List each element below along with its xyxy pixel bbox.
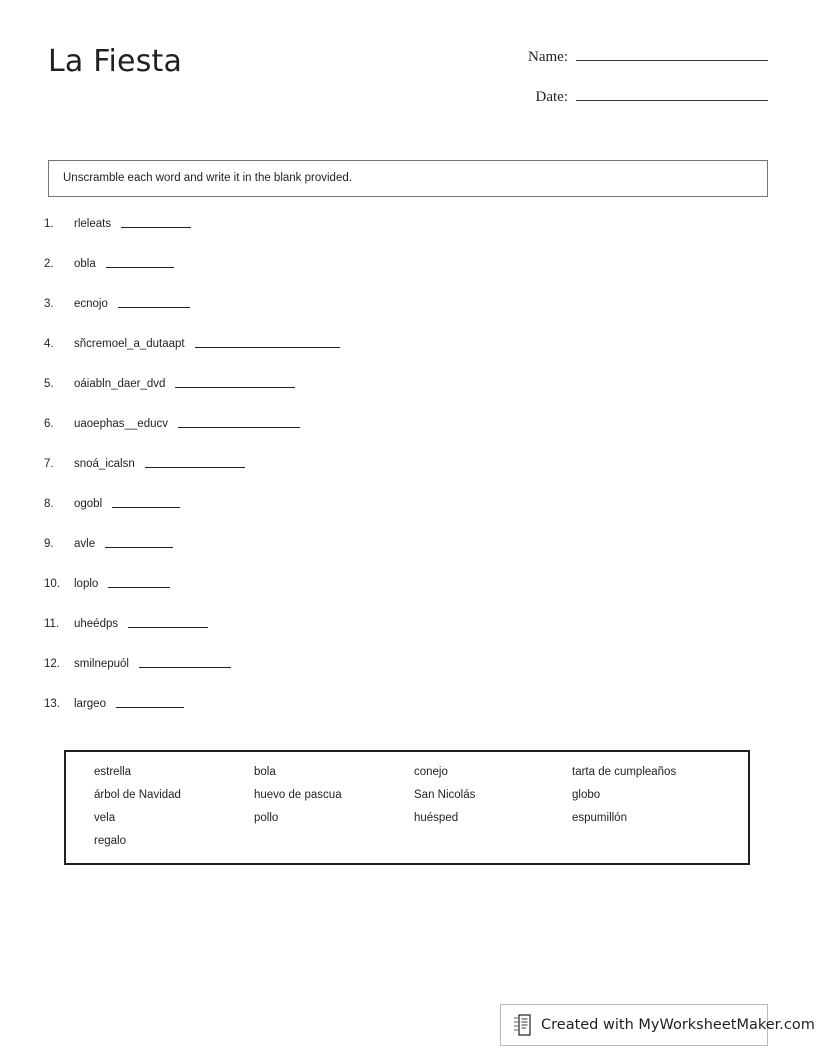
- answer-blank[interactable]: [128, 615, 208, 628]
- name-row: [448, 46, 768, 66]
- scrambled-word: ogobl: [74, 498, 103, 510]
- answer-blank[interactable]: [105, 535, 173, 548]
- answer-blank[interactable]: [121, 215, 191, 228]
- scrambled-word: obla: [74, 258, 96, 270]
- badge-label: Created with MyWorksheetMaker.com: [541, 1017, 815, 1033]
- created-with-badge[interactable]: [500, 1004, 815, 1046]
- answer-blank[interactable]: [118, 295, 190, 308]
- word-bank-item: pollo: [254, 812, 279, 824]
- question-number: 9.: [44, 538, 54, 550]
- answer-blank[interactable]: [106, 255, 174, 268]
- answer-blank[interactable]: [145, 455, 245, 468]
- question-row: [44, 574, 764, 614]
- word-bank-item: huevo de pascua: [254, 789, 342, 801]
- question-number: 12.: [44, 658, 60, 670]
- word-bank-grid: [94, 766, 720, 847]
- question-row: [44, 494, 764, 534]
- word-bank-item: regalo: [94, 835, 126, 847]
- question-number: 8.: [44, 498, 54, 510]
- question-list: [44, 214, 764, 734]
- question-row: [44, 694, 764, 734]
- scrambled-word: loplo: [74, 578, 99, 590]
- word-bank: [64, 750, 750, 865]
- question-number: 6.: [44, 418, 54, 430]
- question-row: [44, 214, 764, 254]
- answer-blank[interactable]: [108, 575, 170, 588]
- name-input-line[interactable]: [576, 46, 768, 61]
- scrambled-word: largeo: [74, 698, 106, 710]
- word-bank-item: tarta de cumpleaños: [572, 766, 677, 778]
- word-bank-item: San Nicolás: [414, 789, 476, 801]
- word-bank-item: globo: [572, 789, 601, 801]
- question-number: 1.: [44, 218, 54, 230]
- word-bank-item: árbol de Navidad: [94, 789, 181, 801]
- worksheet-header: [48, 40, 768, 130]
- word-bank-item: estrella: [94, 766, 132, 778]
- word-bank-item: espumillón: [572, 812, 627, 824]
- student-meta: [448, 46, 768, 126]
- question-number: 7.: [44, 458, 54, 470]
- answer-blank[interactable]: [195, 335, 340, 348]
- name-label: Name:: [528, 49, 568, 65]
- question-number: 13.: [44, 698, 60, 710]
- word-bank-item: huésped: [414, 812, 459, 824]
- question-row: [44, 454, 764, 494]
- scrambled-word: uheédps: [74, 618, 119, 630]
- word-bank-item: conejo: [414, 766, 448, 778]
- answer-blank[interactable]: [139, 655, 231, 668]
- date-row: [448, 86, 768, 106]
- scrambled-word: rleleats: [74, 218, 112, 230]
- scrambled-word: smilnepuól: [74, 658, 129, 670]
- scrambled-word: ecnojo: [74, 298, 108, 310]
- scrambled-word: uaoephas__educv: [74, 418, 168, 430]
- question-number: 5.: [44, 378, 54, 390]
- question-row: [44, 334, 764, 374]
- question-row: [44, 254, 764, 294]
- question-number: 3.: [44, 298, 54, 310]
- question-number: 10.: [44, 578, 60, 590]
- answer-blank[interactable]: [175, 375, 295, 388]
- word-bank-item: vela: [94, 812, 116, 824]
- scrambled-word: avle: [74, 538, 96, 550]
- question-row: [44, 414, 764, 454]
- date-label: Date:: [535, 89, 568, 105]
- scrambled-word: snoá_icalsn: [74, 458, 135, 470]
- answer-blank[interactable]: [116, 695, 184, 708]
- instructions-box: Unscramble each word and write it in the blank provided.: [48, 160, 768, 197]
- date-input-line[interactable]: [576, 86, 768, 101]
- page-title: La Fiesta: [48, 44, 183, 79]
- answer-blank[interactable]: [112, 495, 180, 508]
- question-number: 2.: [44, 258, 54, 270]
- question-row: [44, 294, 764, 334]
- answer-blank[interactable]: [178, 415, 300, 428]
- question-row: [44, 614, 764, 654]
- scrambled-word: sñcremoel_a_dutaapt: [74, 338, 185, 350]
- word-bank-item-empty: [254, 835, 414, 847]
- question-row: [44, 374, 764, 414]
- question-number: 11.: [44, 618, 60, 630]
- question-number: 4.: [44, 338, 54, 350]
- word-bank-item-empty: [414, 835, 572, 847]
- worksheet-maker-logo-icon: [513, 1013, 533, 1037]
- scrambled-word: oáiabln_daer_dvd: [74, 378, 166, 390]
- question-row: [44, 534, 764, 574]
- question-row: [44, 654, 764, 694]
- word-bank-item-empty: [572, 835, 720, 847]
- word-bank-item: bola: [254, 766, 276, 778]
